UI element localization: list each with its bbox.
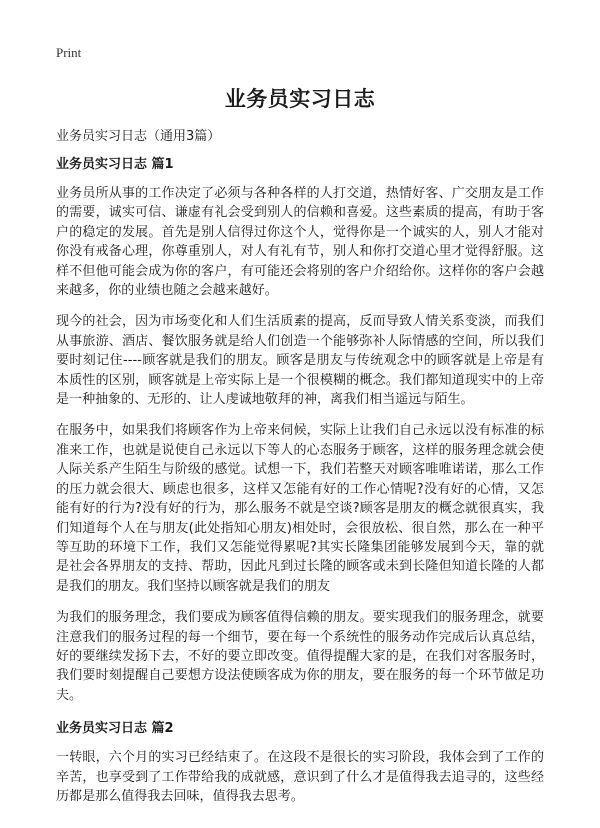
section-heading: 业务员实习日志 篇2 xyxy=(56,721,174,737)
section-heading: 业务员实习日志 篇1 xyxy=(56,157,174,172)
print-link[interactable]: Print xyxy=(56,45,82,60)
section-2 xyxy=(56,719,544,806)
paragraph: 一转眼，六个月的实习已经结束了。在这段不是很长的实习阶段，我体会到了工作的辛苦，也享受到了工作带给我的成就感，意识到了什么才是值得我去追寻的，这些经历都是那么值得我去回味，值得我去思考。 xyxy=(56,750,544,804)
section-1 xyxy=(56,155,544,705)
paragraph: 业务员所从事的工作决定了必须与各种各样的人打交道，热情好客、广交朋友是工作的需要，诚实可信、谦虚有礼会受到别人的信赖和喜爱。这些素质的提高，有助于客户的稳定的发展。首先是别人信得过你这个人，觉得你是一个诚实的人，别人才能对你没有戒备心理，你尊重别人，对人有礼有节，别人和你打交道心里才觉得舒服。这样不但他可能会成为你的客户，有可能还会将别的客户介绍给你。这样你的客户会越来越多，你的业绩也随之会越来越好。 xyxy=(56,186,544,299)
paragraph: 现今的社会，因为市场变化和人们生活质素的提高，反而导致人情关系变淡，而我们从事旅游、酒店、餐饮服务就是给人们创造一个能够弥补人际情感的空间，所以我们要时刻记住----顾客就是我们的朋友。顾客是朋友与传统观念中的顾客就是上帝是有本质性的区别，顾客就是上帝实际上是一个很模糊的概念。我们都知道现实中的上帝是一种抽象的、无形的、让人虔诚地敬拜的神，离我们相当遥远与陌生。 xyxy=(56,314,544,408)
paragraph: 为我们的服务理念，我们要成为顾客值得信赖的朋友。要实现我们的服务理念，就要注意我们的服务过程的每一个细节，要在每一个系统性的服务动作完成后认真总结，好的要继续发扬下去，不好的要立即改变。值得提醒大家的是，在我们对客服务时，我们要时刻提醒自己要想方设法使顾客成为你的朋友，要在服务的每一个环节做足功夫。 xyxy=(56,610,544,703)
paragraph: 在服务中，如果我们将顾客作为上帝来伺候，实际上让我们自己永远以没有标准的标准来工作，也就是说使自己永远以下等人的心态服务于顾客，这样的服务理念就会使人际关系产生陌生与阶级的感觉。试想一下，我们若整天对顾客唯唯诺诺，那么工作的压力就会很大、顾虑也很多，这样又怎能有好的工作心情呢?没有好的心情，又怎能有好的行为?没有好的行为，那么服务不就是空谈?顾客是朋友的概念就很真实，我们知道每个人在与朋友(此处指知心朋友)相处时，会很放松、很自然，那么在一种平等互助的环境下工作，我们又怎能觉得累呢?其实长隆集团能够发展到今天，靠的就是社会各界朋友的支持、帮助，因此凡到过长隆的顾客或未到长隆但知道长隆的人都是我们的朋友。我们坚持以顾客就是我们的朋友 xyxy=(56,423,544,594)
page-title: 业务员实习日志 xyxy=(224,87,376,111)
document-subtitle: 业务员实习日志（通用3篇） xyxy=(56,129,221,144)
